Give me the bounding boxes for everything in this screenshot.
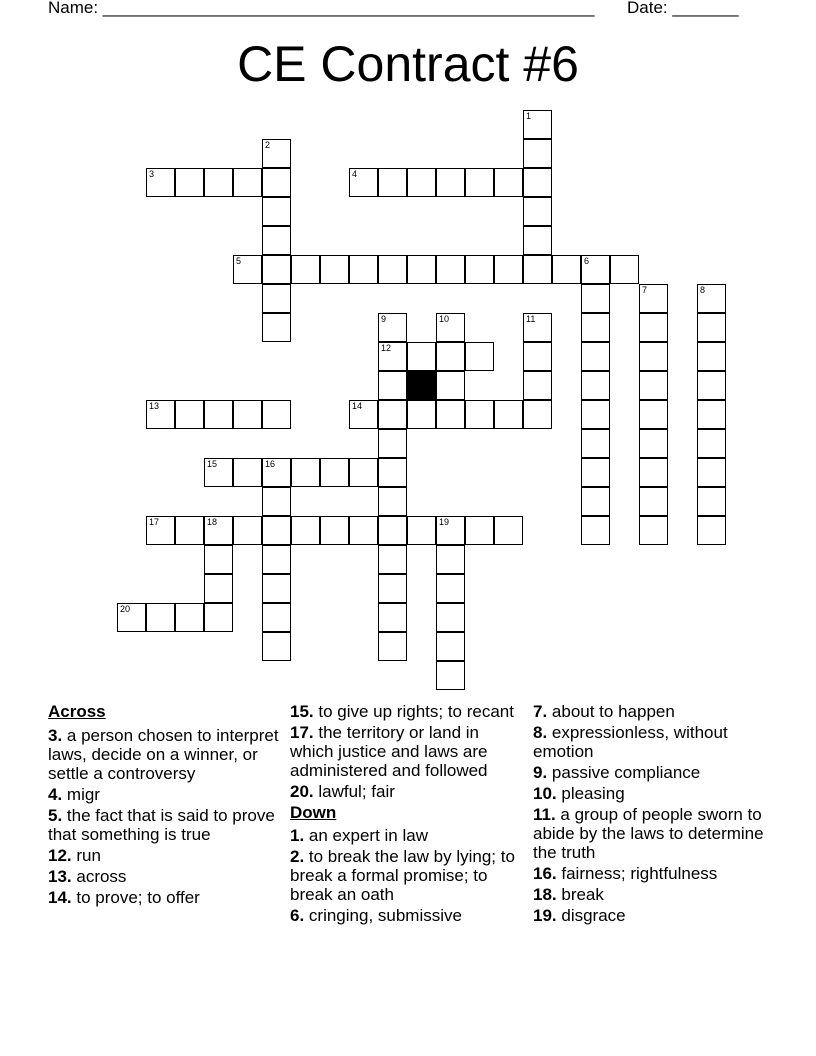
grid-cell[interactable]	[523, 313, 552, 342]
clue-text: across	[71, 867, 127, 886]
clue-item	[48, 888, 280, 907]
clue-number: 1	[526, 111, 532, 121]
grid-cell[interactable]	[697, 342, 726, 371]
clue-item	[533, 763, 765, 782]
clue-item	[48, 846, 280, 865]
clue-text: fairness; rightfulness	[556, 864, 718, 883]
clue-text: run	[71, 846, 101, 865]
grid-cell[interactable]	[262, 197, 291, 226]
grid-cell[interactable]	[494, 516, 523, 545]
grid-cell[interactable]	[262, 284, 291, 313]
grid-cell[interactable]	[523, 168, 552, 197]
clue-text: to prove; to offer	[71, 888, 200, 907]
grid-cell[interactable]	[378, 458, 407, 487]
clue-number: 17.	[290, 723, 314, 742]
clue-number: 11.	[533, 805, 556, 824]
grid-cell[interactable]	[407, 342, 436, 371]
grid-cell[interactable]	[262, 574, 291, 603]
grid-cell[interactable]	[552, 255, 581, 284]
clue-number: 5	[236, 256, 242, 266]
across-clue-list-continued	[290, 702, 522, 801]
grid-cell[interactable]	[523, 400, 552, 429]
clue-number: 19	[439, 517, 450, 527]
clue-item	[533, 702, 765, 721]
down-clue-list-continued	[533, 702, 765, 925]
down-heading: Down	[290, 803, 337, 822]
clue-number: 10	[439, 314, 450, 324]
clue-item	[290, 826, 522, 845]
grid-cell[interactable]	[697, 487, 726, 516]
clue-number: 19.	[533, 906, 557, 925]
grid-cell[interactable]	[494, 168, 523, 197]
grid-cell[interactable]	[523, 226, 552, 255]
clue-text: to break the law by lying; to break a formal promise; to break an oath	[290, 847, 515, 904]
grid-cell[interactable]	[146, 168, 175, 197]
grid-cell[interactable]	[262, 226, 291, 255]
grid-cell[interactable]	[581, 400, 610, 429]
clue-number: 14.	[48, 888, 72, 907]
grid-cell[interactable]	[581, 487, 610, 516]
grid-cell[interactable]	[204, 574, 233, 603]
clue-item	[48, 867, 280, 886]
clue-number: 6.	[290, 906, 305, 925]
grid-cell[interactable]	[639, 429, 668, 458]
clue-item	[533, 805, 765, 862]
grid-cell[interactable]	[262, 168, 291, 197]
clue-number: 18.	[533, 885, 557, 904]
clue-number: 17	[149, 517, 160, 527]
clue-text: break	[556, 885, 604, 904]
clue-text: about to happen	[547, 702, 675, 721]
grid-cell[interactable]	[204, 545, 233, 574]
grid-cell[interactable]	[349, 400, 378, 429]
grid-cell[interactable]	[436, 342, 465, 371]
clue-number: 13	[149, 401, 160, 411]
clue-number: 16.	[533, 864, 557, 883]
grid-cell[interactable]	[697, 429, 726, 458]
grid-cell[interactable]	[349, 458, 378, 487]
clue-text: disgrace	[556, 906, 626, 925]
clue-text: migr	[62, 785, 100, 804]
grid-cell[interactable]	[697, 313, 726, 342]
grid-cell[interactable]	[204, 458, 233, 487]
grid-cell[interactable]	[291, 458, 320, 487]
name-field-label: Name: ____________________________________________________	[48, 0, 595, 17]
grid-cell[interactable]	[436, 255, 465, 284]
down-clue-list	[290, 826, 522, 925]
grid-cell[interactable]	[407, 516, 436, 545]
clue-number: 8.	[533, 723, 548, 742]
grid-cell[interactable]	[436, 516, 465, 545]
grid-cell[interactable]	[610, 255, 639, 284]
grid-cell[interactable]	[581, 516, 610, 545]
clue-text: an expert in law	[304, 826, 428, 845]
grid-cell[interactable]	[320, 516, 349, 545]
grid-cell[interactable]	[204, 168, 233, 197]
grid-cell[interactable]	[146, 516, 175, 545]
clue-item	[290, 782, 522, 801]
grid-cell[interactable]	[436, 574, 465, 603]
across-clue-list	[48, 726, 280, 907]
grid-cell[interactable]	[697, 516, 726, 545]
grid-cell[interactable]	[639, 313, 668, 342]
grid-cell[interactable]	[639, 458, 668, 487]
grid-cell[interactable]	[639, 371, 668, 400]
clue-item	[290, 847, 522, 904]
clue-item	[290, 906, 522, 925]
grid-cell[interactable]	[262, 632, 291, 661]
clue-number: 7	[642, 285, 648, 295]
clue-number: 20.	[290, 782, 314, 801]
grid-cell[interactable]	[146, 400, 175, 429]
clue-item	[533, 864, 765, 883]
grid-cell[interactable]	[639, 342, 668, 371]
grid-cell[interactable]	[494, 400, 523, 429]
grid-cell[interactable]	[233, 458, 262, 487]
clue-text: a person chosen to interpret laws, decide on a winner, or settle a controversy	[48, 726, 279, 783]
clue-number: 8	[700, 285, 706, 295]
grid-cell[interactable]	[465, 400, 494, 429]
clue-item	[290, 702, 522, 721]
clue-text: a group of people sworn to abide by the laws to determine the truth	[533, 805, 764, 862]
grid-cell[interactable]	[262, 516, 291, 545]
grid-cell[interactable]	[697, 458, 726, 487]
grid-cell[interactable]	[378, 371, 407, 400]
grid-cell[interactable]	[233, 255, 262, 284]
grid-cell[interactable]	[378, 574, 407, 603]
grid-cell[interactable]	[581, 342, 610, 371]
clue-number: 13.	[48, 867, 72, 886]
clue-number: 15.	[290, 702, 314, 721]
grid-cell[interactable]	[639, 487, 668, 516]
clues-column-1	[48, 702, 280, 909]
grid-cell[interactable]	[697, 371, 726, 400]
grid-cell[interactable]	[175, 516, 204, 545]
grid-cell[interactable]	[349, 168, 378, 197]
clue-item	[533, 784, 765, 803]
clues-column-2	[290, 702, 522, 927]
clue-number: 2.	[290, 847, 305, 866]
clue-number: 20	[120, 604, 131, 614]
grid-cell[interactable]	[175, 400, 204, 429]
clue-item	[48, 806, 280, 844]
clue-number: 11	[526, 314, 536, 324]
clue-number: 9	[381, 314, 387, 324]
grid-cell[interactable]	[407, 255, 436, 284]
clue-text: passive compliance	[547, 763, 701, 782]
grid-cell[interactable]	[436, 632, 465, 661]
grid-cell[interactable]	[233, 168, 262, 197]
grid-cell[interactable]	[378, 603, 407, 632]
grid-cell[interactable]	[465, 168, 494, 197]
grid-cell[interactable]	[175, 603, 204, 632]
grid-cell[interactable]	[465, 342, 494, 371]
grid-cell[interactable]	[349, 516, 378, 545]
clue-number: 18	[207, 517, 218, 527]
grid-cell[interactable]	[262, 313, 291, 342]
grid-cell[interactable]	[639, 284, 668, 313]
grid-cell[interactable]	[523, 371, 552, 400]
grid-cell[interactable]	[639, 400, 668, 429]
grid-cell[interactable]	[262, 400, 291, 429]
grid-cell[interactable]	[378, 342, 407, 371]
clue-number: 1.	[290, 826, 305, 845]
grid-cell[interactable]	[262, 255, 291, 284]
grid-cell[interactable]	[320, 255, 349, 284]
grid-cell[interactable]	[523, 255, 552, 284]
grid-cell[interactable]	[523, 197, 552, 226]
clue-number: 4	[352, 169, 358, 179]
grid-cell[interactable]	[291, 516, 320, 545]
grid-cell[interactable]	[378, 487, 407, 516]
grid-cell[interactable]	[581, 371, 610, 400]
clue-number: 5.	[48, 806, 63, 825]
grid-cell[interactable]	[378, 429, 407, 458]
grid-cell[interactable]	[523, 139, 552, 168]
grid-cell[interactable]	[378, 516, 407, 545]
grid-cell[interactable]	[262, 487, 291, 516]
blocked-cell	[407, 371, 436, 400]
grid-cell[interactable]	[320, 458, 349, 487]
clue-item	[48, 785, 280, 804]
grid-cell[interactable]	[581, 284, 610, 313]
grid-cell[interactable]	[204, 603, 233, 632]
grid-cell[interactable]	[436, 168, 465, 197]
grid-cell[interactable]	[581, 255, 610, 284]
grid-cell[interactable]	[436, 371, 465, 400]
clue-text: expressionless, without emotion	[533, 723, 728, 761]
grid-cell[interactable]	[407, 400, 436, 429]
clue-text: to give up rights; to recant	[313, 702, 514, 721]
grid-cell[interactable]	[436, 313, 465, 342]
clue-number: 12.	[48, 846, 72, 865]
grid-cell[interactable]	[436, 603, 465, 632]
clue-number: 9.	[533, 763, 548, 782]
clue-number: 16	[265, 459, 276, 469]
grid-cell[interactable]	[378, 255, 407, 284]
grid-cell[interactable]	[378, 400, 407, 429]
grid-cell[interactable]	[262, 603, 291, 632]
grid-cell[interactable]	[175, 168, 204, 197]
grid-cell[interactable]	[465, 255, 494, 284]
grid-cell[interactable]	[523, 110, 552, 139]
clue-text: pleasing	[556, 784, 625, 803]
clue-number: 14	[352, 401, 363, 411]
grid-cell[interactable]	[639, 516, 668, 545]
clue-text: the fact that is said to prove that something is true	[48, 806, 275, 844]
grid-cell[interactable]	[581, 429, 610, 458]
grid-cell[interactable]	[581, 313, 610, 342]
grid-cell[interactable]	[117, 603, 146, 632]
clue-item	[533, 885, 765, 904]
clues-column-3	[533, 702, 765, 927]
grid-cell[interactable]	[407, 168, 436, 197]
grid-cell[interactable]	[378, 632, 407, 661]
grid-cell[interactable]	[378, 168, 407, 197]
grid-cell[interactable]	[697, 284, 726, 313]
grid-cell[interactable]	[378, 313, 407, 342]
grid-cell[interactable]	[436, 661, 465, 690]
grid-cell[interactable]	[494, 255, 523, 284]
clue-number: 3.	[48, 726, 63, 745]
clue-item	[48, 726, 280, 783]
clue-number: 6	[584, 256, 590, 266]
grid-cell[interactable]	[204, 400, 233, 429]
grid-cell[interactable]	[262, 458, 291, 487]
clue-item	[290, 723, 522, 780]
page-title: CE Contract #6	[237, 36, 579, 92]
grid-cell[interactable]	[146, 603, 175, 632]
grid-cell[interactable]	[436, 400, 465, 429]
grid-cell[interactable]	[233, 516, 262, 545]
grid-cell[interactable]	[262, 139, 291, 168]
clue-text: lawful; fair	[313, 782, 395, 801]
grid-cell[interactable]	[204, 516, 233, 545]
grid-cell[interactable]	[378, 545, 407, 574]
grid-cell[interactable]	[581, 458, 610, 487]
clue-text: the territory or land in which justice and laws are administered and followed	[290, 723, 488, 780]
clue-item	[533, 906, 765, 925]
clue-number: 10.	[533, 784, 557, 803]
clue-text: cringing, submissive	[304, 906, 462, 925]
grid-cell[interactable]	[523, 342, 552, 371]
grid-cell[interactable]	[465, 516, 494, 545]
date-field-label: Date: _______	[627, 0, 739, 17]
clue-number: 2	[265, 140, 271, 150]
clue-number: 3	[149, 169, 155, 179]
grid-cell[interactable]	[262, 545, 291, 574]
grid-cell[interactable]	[349, 255, 378, 284]
grid-cell[interactable]	[291, 255, 320, 284]
grid-cell[interactable]	[697, 400, 726, 429]
clue-number: 7.	[533, 702, 548, 721]
across-heading: Across	[48, 702, 106, 721]
clue-number: 4.	[48, 785, 63, 804]
clue-number: 15	[207, 459, 218, 469]
clue-number: 12	[381, 343, 392, 353]
grid-cell[interactable]	[436, 545, 465, 574]
clue-item	[533, 723, 765, 761]
grid-cell[interactable]	[233, 400, 262, 429]
